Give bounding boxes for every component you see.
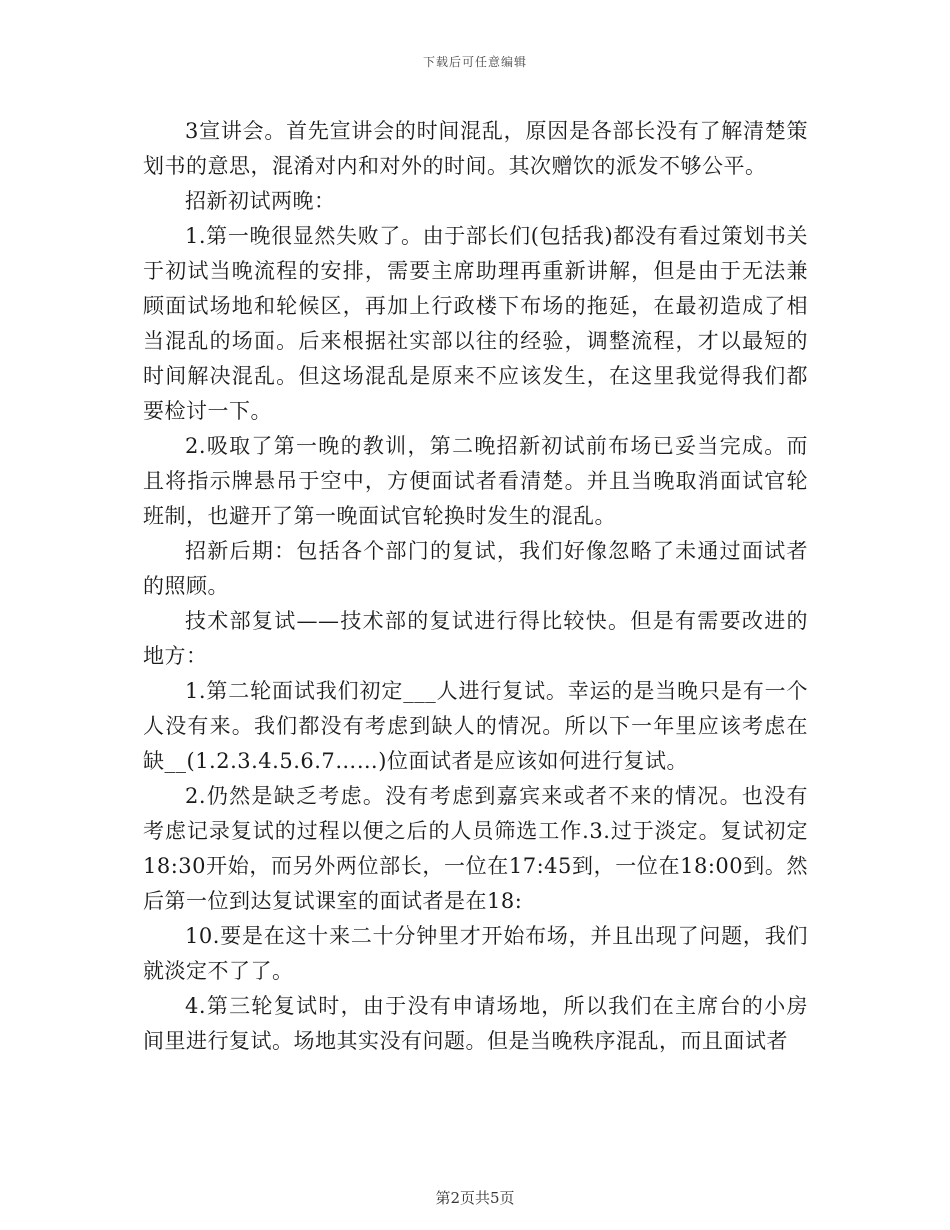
paragraph-retest-point-2: 2.仍然是缺乏考虑。没有考虑到嘉宾来或者不来的情况。也没有考虑记录复试的过程以便之后的人员筛选工作.3.过于淡定。复试初定18:30开始，而另外两位部长，一位在17:45到，一位在18:00到。然后第一位到达复试课室的面试者是在18:: [143, 784, 808, 913]
page-header: 下载后可任意编辑: [422, 55, 527, 69]
paragraph-second-night: 2.吸取了第一晚的教训，第二晚招新初试前布场已妥当完成。而且将指示牌悬吊于空中，方便面试者看清楚。并且当晚取消面试官轮班制，也避开了第一晚面试官轮换时发生的混乱。: [143, 434, 808, 528]
paragraph-retest-point-1: 1.第二轮面试我们初定___人进行复试。幸运的是当晚只是有一个人没有来。我们都没有考虑到缺人的情况。所以下一年里应该考虑在缺__(1.2.3.4.5.6.7……)位面试者是应该如何进行复试。: [143, 679, 808, 773]
paragraph-presentation: 3宣讲会。首先宣讲会的时间混乱，原因是各部长没有了解清楚策划书的意思，混淆对内和对外的时间。其次赠饮的派发不够公平。: [143, 119, 808, 178]
paragraph-first-night: 1.第一晚很显然失败了。由于部长们(包括我)都没有看过策划书关于初试当晚流程的安排，需要主席助理再重新讲解，但是由于无法兼顾面试场地和轮候区，再加上行政楼下布场的拖延，在最初造成了相当混乱的场面。后来根据社实部以往的经验，调整流程，才以最短的时间解决混乱。但这场混乱是原来不应该发生，在这里我觉得我们都要检讨一下。: [143, 224, 808, 423]
page-number: 第2页共5页: [435, 1189, 515, 1207]
document-body: [143, 114, 808, 1059]
paragraph-retest-point-4: 4.第三轮复试时，由于没有申请场地，所以我们在主席台的小房间里进行复试。场地其实没有问题。但是当晚秩序混乱，而且面试者: [143, 994, 808, 1053]
paragraph-recruit-later: 招新后期：包括各个部门的复试，我们好像忽略了未通过面试者的照顾。: [143, 539, 808, 598]
paragraph-retest-point-10: 10.要是在这十来二十分钟里才开始布场，并且出现了问题，我们就淡定不了了。: [143, 924, 808, 983]
paragraph-tech-dept-retest: 技术部复试——技术部的复试进行得比较快。但是有需要改进的地方：: [143, 609, 808, 668]
paragraph-recruit-initial-heading: 招新初试两晚：: [185, 189, 336, 213]
